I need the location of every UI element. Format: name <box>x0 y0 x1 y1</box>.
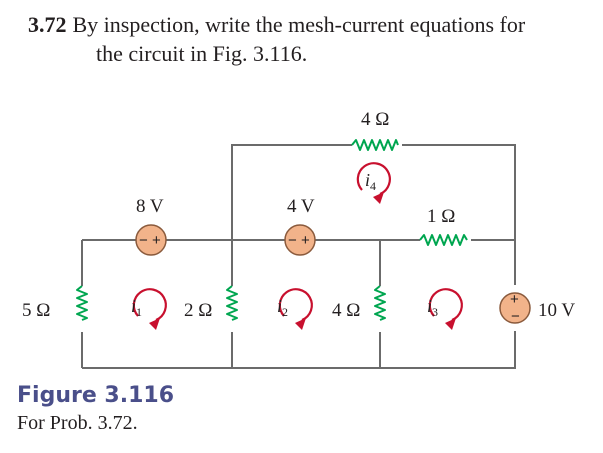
problem-number: 3.72 <box>28 12 67 37</box>
mesh-current-i2 <box>277 289 312 330</box>
resistor-5ohm <box>77 286 87 320</box>
label-4ohm-top: 4 Ω <box>361 109 390 130</box>
source-10v-plus: + <box>510 291 519 308</box>
problem-text-2: the circuit in Fig. 3.116. <box>96 41 308 66</box>
voltage-source-10v <box>500 291 530 325</box>
arrowhead-i4 <box>373 192 384 204</box>
label-i2: $i_2$ <box>277 296 289 319</box>
problem-text-1: By inspection, write the mesh-current equations for <box>72 12 526 37</box>
figure-caption: For Prob. 3.72. <box>17 412 138 434</box>
source-4v-minus: − <box>288 232 297 249</box>
wire-top-outer <box>232 145 515 285</box>
arrowhead-i3 <box>445 318 456 330</box>
resistor-1ohm <box>420 235 467 245</box>
resistor-4ohm-top <box>352 140 398 150</box>
label-2ohm: 2 Ω <box>184 300 213 321</box>
label-i4: $i_4$ <box>365 170 377 193</box>
resistor-2ohm <box>227 286 237 320</box>
source-8v-minus: − <box>139 232 148 249</box>
resistor-4ohm-vertical <box>375 286 385 320</box>
circuit-wires <box>82 145 515 368</box>
label-i3: $i_3$ <box>427 296 439 319</box>
wire-bottom <box>82 331 515 368</box>
label-4v: 4 V <box>287 196 315 217</box>
source-8v-plus: + <box>152 232 161 249</box>
label-10v: 10 V <box>538 300 576 321</box>
arrowhead-i1 <box>149 318 160 330</box>
source-10v-minus: − <box>511 308 520 325</box>
label-5ohm: 5 Ω <box>22 300 51 321</box>
source-4v-plus: + <box>301 232 310 249</box>
voltage-source-8v <box>136 225 166 255</box>
label-1ohm: 1 Ω <box>427 206 456 227</box>
mesh-current-i1 <box>131 289 166 330</box>
mesh-current-i4 <box>358 163 390 204</box>
label-4ohm-vertical: 4 Ω <box>332 300 361 321</box>
label-i1: $i_1$ <box>131 296 143 319</box>
label-8v: 8 V <box>136 196 164 217</box>
figure-title: Figure 3.116 <box>17 383 174 408</box>
mesh-current-i3 <box>427 289 462 330</box>
voltage-source-4v <box>285 225 315 255</box>
arrowhead-i2 <box>295 318 306 330</box>
